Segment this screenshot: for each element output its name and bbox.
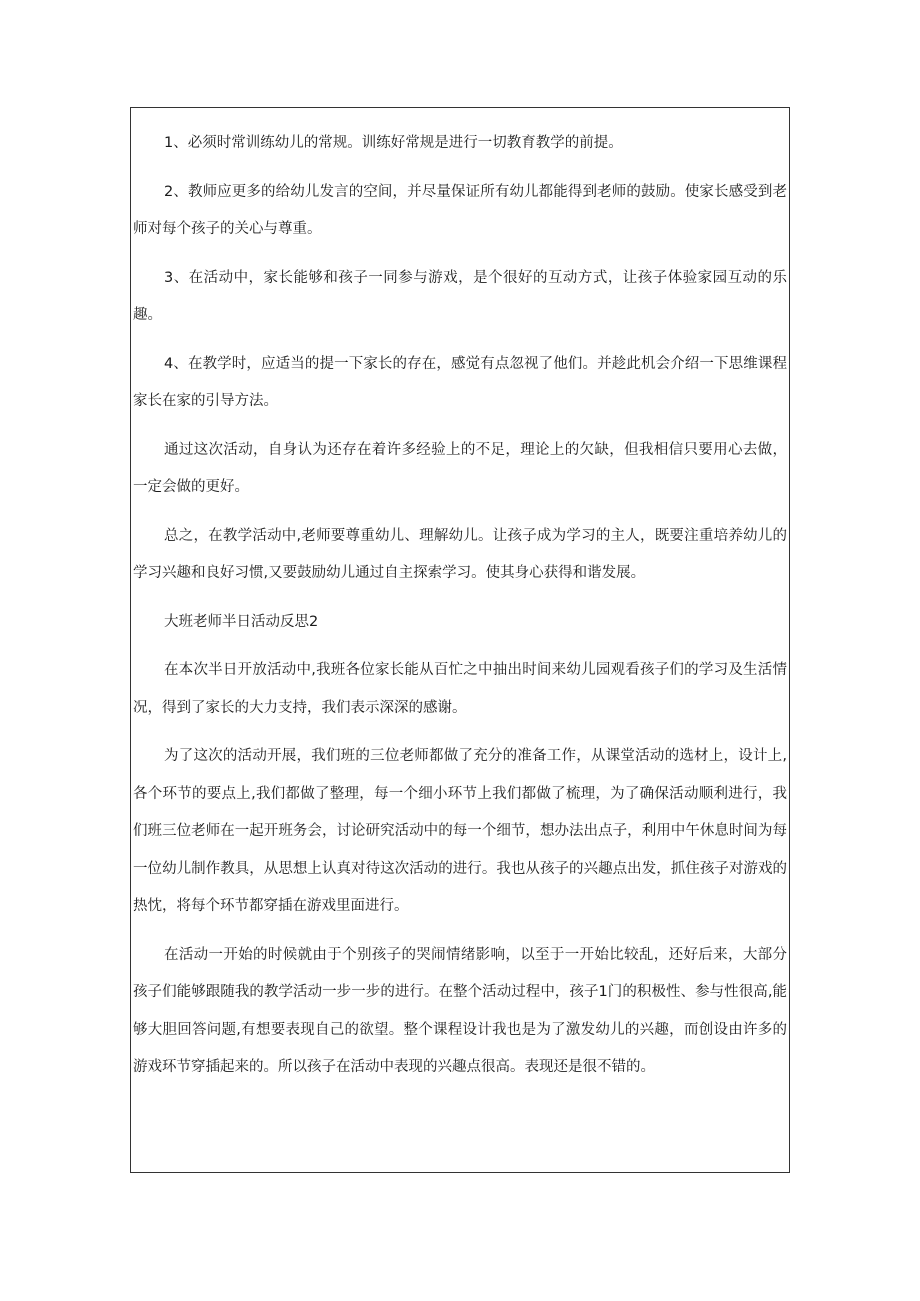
document-frame [130,107,790,1173]
document-body [133,125,787,1087]
paragraph: 为了这次的活动开展，我们班的三位老师都做了充分的准备工作，从课堂活动的选材上，设计上,各个环节的要点上,我们都做了整理，每一个细小环节上我们都做了梳理，为了确保活动顺利进行，我们班三位老师在一起开班务会，讨论研究活动中的每一个细节，想办法出点子，利用中午休息时间为每一位幼儿制作教具，从思想上认真对待这次活动的进行。我也从孩子的兴趣点出发，抓住孩子对游戏的热忱，将每个环节都穿插在游戏里面进行。 [133,748,787,914]
paragraph: 通过这次活动，自身认为还存在着许多经验上的不足，理论上的欠缺，但我相信只要用心去做，一定会做的更好。 [133,441,787,495]
paragraph: 在活动一开始的时候就由于个别孩子的哭闹情绪影响，以至于一开始比较乱，还好后来，大部分孩子们能够跟随我的教学活动一步一步的进行。在整个活动过程中，孩子1门的积极性、参与性很高,能够大胆回答问题,有想要表现自己的欲望。整个课程设计我也是为了激发幼儿的兴趣，而创设由许多的游戏环节穿插起来的。所以孩子在活动中表现的兴趣点很高。表现还是很不错的。 [133,946,787,1075]
paragraph: 4、在教学时，应适当的提一下家长的存在，感觉有点忽视了他们。并趁此机会介绍一下思维课程家长在家的引导方法。 [133,355,787,409]
paragraph: 2、教师应更多的给幼儿发言的空间，并尽量保证所有幼儿都能得到老师的鼓励。使家长感受到老师对每个孩子的关心与尊重。 [133,183,787,237]
paragraph: 1、必须时常训练幼儿的常规。训练好常规是进行一切教育教学的前提。 [164,135,623,151]
paragraph: 总之，在教学活动中,老师要尊重幼儿、理解幼儿。让孩子成为学习的主人，既要注重培养幼儿的学习兴趣和良好习惯,又要鼓励幼儿通过自主探索学习。使其身心获得和谐发展。 [133,527,787,581]
section-heading: 大班老师半日活动反思2 [164,613,319,630]
paragraph: 3、在活动中，家长能够和孩子一同参与游戏，是个很好的互动方式，让孩子体验家园互动的乐趣。 [133,269,787,323]
paragraph: 在本次半日开放活动中,我班各位家长能从百忙之中抽出时间来幼儿园观看孩子们的学习及生活情况，得到了家长的大力支持，我们表示深深的感谢。 [133,662,787,716]
